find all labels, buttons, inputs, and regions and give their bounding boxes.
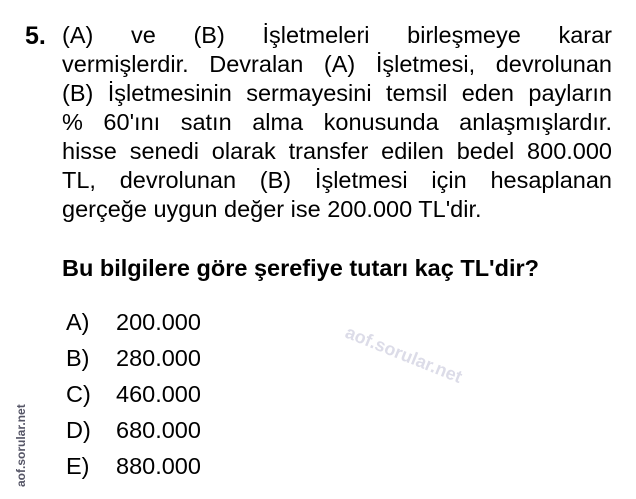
option-letter: D) xyxy=(66,417,91,443)
stem-line: gerçeğe uygun değer ise 200.000 TL'dir. xyxy=(62,196,482,222)
question-stem xyxy=(62,21,612,224)
watermark-vertical: aof.sorular.net xyxy=(14,404,28,487)
stem-line: (B) İşletmesinin sermayesini temsil eden payların xyxy=(62,80,612,106)
option-e[interactable] xyxy=(66,448,201,484)
option-letter: E) xyxy=(66,453,90,479)
question-number: 5. xyxy=(25,22,46,50)
option-value: 680.000 xyxy=(116,417,201,443)
stem-line: (A) ve (B) İşletmeleri birleşmeye karar xyxy=(62,22,612,48)
option-letter: A) xyxy=(66,309,90,335)
option-a[interactable] xyxy=(66,304,201,340)
option-value: 280.000 xyxy=(116,345,201,371)
stem-line: TL, devrolunan (B) İşletmesi için hesaplanan xyxy=(62,167,612,193)
option-value: 200.000 xyxy=(116,309,201,335)
option-letter: C) xyxy=(66,381,91,407)
option-value: 880.000 xyxy=(116,453,201,479)
option-letter: B) xyxy=(66,345,90,371)
stem-line: vermişlerdir. Devralan (A) İşletmesi, devrolunan xyxy=(62,51,612,77)
option-d[interactable] xyxy=(66,412,201,448)
stem-line: % 60'ını satın alma konusunda anlaşmışlardır. xyxy=(62,109,612,135)
watermark-diagonal: aof.sorular.net xyxy=(342,322,465,388)
option-c[interactable] xyxy=(66,376,201,412)
question-prompt: Bu bilgilere göre şerefiye tutarı kaç TL'dir? xyxy=(62,255,540,281)
answer-options xyxy=(66,304,201,484)
option-value: 460.000 xyxy=(116,381,201,407)
option-b[interactable] xyxy=(66,340,201,376)
stem-line: hisse senedi olarak transfer edilen bedel 800.000 xyxy=(62,138,612,164)
